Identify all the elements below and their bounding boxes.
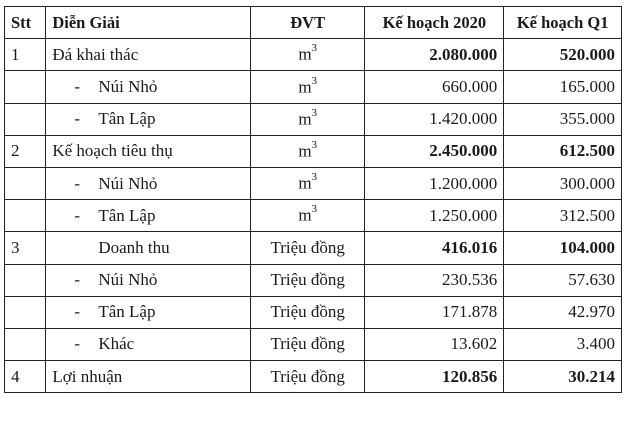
cell-stt	[5, 167, 46, 199]
unit-text: Triệu đồng	[270, 366, 345, 386]
cell-stt	[5, 200, 46, 232]
cell-dvt	[250, 135, 364, 167]
row-label: Lợi nhuận	[52, 366, 123, 386]
table-row	[5, 71, 622, 103]
unit-superscript: 3	[311, 74, 318, 87]
cell-ke-hoach-q1: 104.000	[504, 232, 622, 264]
table-row	[5, 39, 622, 71]
cell-ke-hoach-q1: 3.400	[504, 328, 622, 360]
unit-superscript: 3	[311, 171, 318, 184]
table-row	[5, 103, 622, 135]
unit-text: m	[298, 141, 312, 161]
table-row	[5, 200, 622, 232]
item-dash: -	[74, 76, 81, 96]
cell-stt	[5, 328, 46, 360]
cell-stt	[5, 296, 46, 328]
cell-dien-giai	[46, 296, 251, 328]
cell-ke-hoach-q1: 57.630	[504, 264, 622, 296]
cell-stt: 4	[5, 361, 46, 393]
cell-dvt	[250, 200, 364, 232]
row-label: Tân Lập	[98, 109, 156, 129]
cell-ke-hoach-2020: 1.420.000	[365, 103, 504, 135]
unit-text: m	[298, 77, 312, 97]
item-dash: -	[74, 302, 81, 322]
cell-dien-giai	[46, 361, 251, 393]
table-row	[5, 135, 622, 167]
cell-stt	[5, 71, 46, 103]
cell-dvt	[250, 167, 364, 199]
row-label: Núi Nhỏ	[98, 270, 158, 290]
item-dash: -	[74, 334, 81, 354]
cell-stt: 3	[5, 232, 46, 264]
cell-dien-giai	[46, 167, 251, 199]
row-label: Tân Lập	[98, 302, 156, 322]
unit-superscript: 3	[311, 203, 318, 216]
cell-stt: 2	[5, 135, 46, 167]
cell-ke-hoach-2020: 1.250.000	[365, 200, 504, 232]
table-row	[5, 264, 622, 296]
unit-text: Triệu đồng	[270, 334, 345, 354]
cell-dien-giai	[46, 264, 251, 296]
table-row	[5, 328, 622, 360]
cell-dvt	[250, 361, 364, 393]
unit-text: m	[298, 109, 312, 129]
row-label: Khác	[98, 334, 135, 354]
cell-ke-hoach-2020: 171.878	[365, 296, 504, 328]
cell-dvt	[250, 296, 364, 328]
cell-dien-giai	[46, 39, 251, 71]
cell-dvt	[250, 39, 364, 71]
row-label: Tân Lập	[98, 205, 156, 225]
cell-dien-giai	[46, 328, 251, 360]
header-ke-hoach-q1: Kế hoạch Q1	[504, 7, 622, 39]
cell-ke-hoach-2020: 2.450.000	[365, 135, 504, 167]
table-row	[5, 296, 622, 328]
plan-table	[4, 6, 622, 393]
cell-ke-hoach-2020: 13.602	[365, 328, 504, 360]
unit-text: Triệu đồng	[270, 237, 345, 257]
unit-text: m	[298, 173, 312, 193]
cell-ke-hoach-2020: 660.000	[365, 71, 504, 103]
item-dash: -	[74, 173, 81, 193]
row-label: Đá khai thác	[52, 44, 139, 64]
cell-ke-hoach-q1: 355.000	[504, 103, 622, 135]
table-header-row	[5, 7, 622, 39]
unit-superscript: 3	[311, 139, 318, 152]
unit-text: Triệu đồng	[270, 302, 345, 322]
item-dash: -	[74, 109, 81, 129]
cell-dien-giai	[46, 135, 251, 167]
cell-ke-hoach-2020: 2.080.000	[365, 39, 504, 71]
cell-stt	[5, 103, 46, 135]
item-dash: -	[74, 270, 81, 290]
cell-dien-giai	[46, 200, 251, 232]
cell-ke-hoach-2020: 416.016	[365, 232, 504, 264]
cell-ke-hoach-2020: 120.856	[365, 361, 504, 393]
cell-stt: 1	[5, 39, 46, 71]
item-dash: -	[74, 205, 81, 225]
cell-ke-hoach-2020: 1.200.000	[365, 167, 504, 199]
row-label: Núi Nhỏ	[98, 173, 158, 193]
unit-superscript: 3	[311, 106, 318, 119]
table-row	[5, 232, 622, 264]
unit-text: m	[298, 45, 312, 65]
header-stt: Stt	[5, 7, 46, 39]
cell-dvt	[250, 71, 364, 103]
cell-ke-hoach-q1: 312.500	[504, 200, 622, 232]
cell-stt	[5, 264, 46, 296]
plan-table-container	[4, 6, 622, 393]
cell-ke-hoach-q1: 165.000	[504, 71, 622, 103]
header-ke-hoach-2020: Kế hoạch 2020	[365, 7, 504, 39]
cell-dien-giai	[46, 232, 251, 264]
unit-superscript: 3	[311, 42, 318, 55]
cell-dvt	[250, 103, 364, 135]
cell-ke-hoach-q1: 612.500	[504, 135, 622, 167]
table-row	[5, 167, 622, 199]
cell-ke-hoach-q1: 300.000	[504, 167, 622, 199]
header-dvt: ĐVT	[250, 7, 364, 39]
cell-dvt	[250, 328, 364, 360]
unit-text: m	[298, 206, 312, 226]
cell-dien-giai	[46, 103, 251, 135]
header-dien-giai: Diễn Giải	[46, 7, 251, 39]
row-label: Núi Nhỏ	[98, 76, 158, 96]
cell-ke-hoach-q1: 520.000	[504, 39, 622, 71]
cell-ke-hoach-2020: 230.536	[365, 264, 504, 296]
cell-dvt	[250, 264, 364, 296]
row-label: Kế hoạch tiêu thụ	[52, 141, 173, 161]
unit-text: Triệu đồng	[270, 270, 345, 290]
cell-ke-hoach-q1: 30.214	[504, 361, 622, 393]
row-label: Doanh thu	[98, 237, 170, 257]
cell-ke-hoach-q1: 42.970	[504, 296, 622, 328]
table-row	[5, 361, 622, 393]
cell-dvt	[250, 232, 364, 264]
cell-dien-giai	[46, 71, 251, 103]
